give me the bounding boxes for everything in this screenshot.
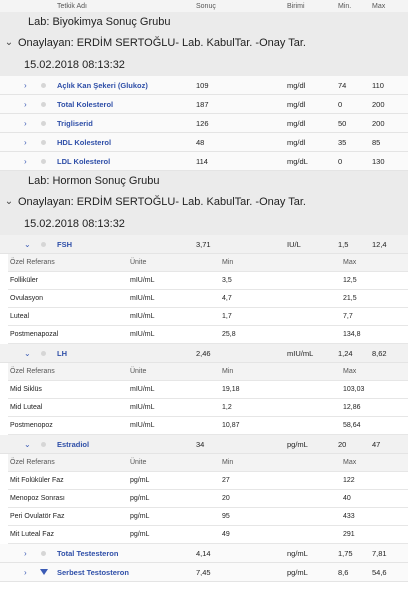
chevron-right-icon[interactable]: › [24, 138, 27, 147]
test-min: 1,24 [338, 349, 353, 358]
ref-phase: Mit Luteal Faz [10, 531, 54, 538]
ref-unit: pg/mL [130, 513, 150, 520]
test-result: 34 [196, 440, 205, 449]
test-name[interactable]: Estradiol [57, 440, 90, 449]
status-dot-icon [41, 83, 46, 88]
ref-max: 58,64 [343, 422, 361, 429]
table-row[interactable] [0, 435, 408, 454]
header-test: Tetkik Adı [57, 2, 87, 10]
ref-header: Ünite [130, 459, 147, 466]
test-name[interactable]: FSH [57, 240, 72, 249]
chevron-down-icon[interactable]: ⌄ [24, 440, 31, 449]
status-dot-icon [41, 242, 46, 247]
header-unit: Birimi [287, 2, 305, 10]
ref-min: 1,2 [222, 404, 232, 411]
ref-row [8, 290, 408, 308]
ref-max: 12,5 [343, 277, 357, 284]
ref-max: 122 [343, 477, 355, 484]
test-max: 12,4 [372, 240, 387, 249]
ref-header: Özel Referans [10, 459, 55, 466]
ref-max: 12,86 [343, 404, 361, 411]
test-name[interactable]: Trigliserid [57, 119, 93, 128]
ref-header: Özel Referans [10, 368, 55, 375]
ref-phase: Mid Siklüs [10, 386, 42, 393]
status-dot-icon [41, 442, 46, 447]
ref-unit: mIU/mL [130, 422, 155, 429]
group-lab-title: Lab: Biyokimya Sonuç Grubu [28, 16, 171, 28]
test-result: 48 [196, 138, 205, 147]
table-row[interactable] [0, 76, 408, 95]
ref-unit: pg/mL [130, 531, 150, 538]
special-reference-table [0, 363, 408, 435]
ref-min: 19,18 [222, 386, 240, 393]
ref-header: Min [222, 368, 234, 375]
ref-header: Min [222, 459, 234, 466]
ref-unit: mIU/mL [130, 386, 155, 393]
chevron-down-icon[interactable]: ⌄ [4, 37, 14, 48]
ref-max: 134,8 [343, 331, 361, 338]
ref-phase: Mit Folüküler Faz [10, 477, 64, 484]
ref-row [8, 508, 408, 526]
chevron-down-icon[interactable]: ⌄ [24, 349, 31, 358]
test-unit: mg/dl [287, 81, 306, 90]
ref-max: 433 [343, 513, 355, 520]
test-name[interactable]: Açlık Kan Şekeri (Glukoz) [57, 81, 148, 90]
ref-header: Max [343, 259, 357, 266]
test-unit: mIU/mL [287, 349, 314, 358]
special-reference-table [0, 454, 408, 544]
ref-row [8, 526, 408, 544]
ref-min: 27 [222, 477, 230, 484]
chevron-right-icon[interactable]: › [24, 157, 27, 166]
ref-max: 40 [343, 495, 351, 502]
ref-row [8, 472, 408, 490]
test-name[interactable]: Serbest Testosteron [57, 568, 129, 577]
ref-header-row [8, 363, 408, 381]
test-unit: mg/dl [287, 138, 306, 147]
status-dot-icon [41, 551, 46, 556]
test-min: 0 [338, 157, 343, 166]
chevron-down-icon[interactable]: ⌄ [24, 240, 31, 249]
ref-header: Max [343, 459, 357, 466]
test-name[interactable]: Total Kolesterol [57, 100, 114, 109]
ref-max: 7,7 [343, 313, 353, 320]
ref-header: Ünite [130, 259, 147, 266]
ref-min: 20 [222, 495, 230, 502]
test-max: 130 [372, 157, 385, 166]
test-min: 1,75 [338, 549, 353, 558]
test-result: 187 [196, 100, 209, 109]
group-date: 15.02.2018 08:13:32 [24, 59, 125, 71]
hormone-test-list [0, 235, 408, 582]
status-dot-icon [41, 102, 46, 107]
biochem-test-list [0, 76, 408, 171]
ref-row [8, 417, 408, 435]
status-dot-icon [41, 351, 46, 356]
test-name[interactable]: HDL Kolesterol [57, 138, 112, 147]
ref-min: 1,7 [222, 313, 232, 320]
test-unit: mg/dL [287, 157, 308, 166]
ref-phase: Peri Ovulatör Faz [10, 513, 65, 520]
ref-phase: Luteal [10, 313, 30, 320]
test-max: 47 [372, 440, 381, 449]
table-row[interactable] [0, 133, 408, 152]
ref-row [8, 490, 408, 508]
test-result: 126 [196, 119, 209, 128]
group-biochemistry[interactable] [0, 12, 408, 76]
ref-unit: mIU/mL [130, 277, 155, 284]
ref-min: 3,5 [222, 277, 232, 284]
table-row[interactable] [0, 235, 408, 254]
status-dot-icon [41, 159, 46, 164]
group-approver: Onaylayan: ERDİM SERTOĞLU- Lab. KabulTar. -Onay Tar. [18, 37, 306, 49]
ref-unit: mIU/mL [130, 313, 155, 320]
test-unit: mg/dl [287, 100, 306, 109]
ref-unit: mIU/mL [130, 404, 155, 411]
test-min: 8,6 [338, 568, 349, 577]
chevron-down-icon[interactable]: ⌄ [4, 196, 14, 207]
status-dot-icon [41, 121, 46, 126]
header-min: Min. [338, 2, 352, 10]
ref-phase: Ovulasyon [10, 295, 44, 302]
table-row[interactable] [0, 152, 408, 171]
ref-min: 49 [222, 531, 230, 538]
test-min: 0 [338, 100, 343, 109]
ref-phase: Folliküler [10, 277, 39, 284]
ref-header: Ünite [130, 368, 147, 375]
test-max: 85 [372, 138, 381, 147]
ref-header-row [8, 254, 408, 272]
test-unit: mg/dl [287, 119, 306, 128]
ref-row [8, 399, 408, 417]
chevron-right-icon[interactable]: › [24, 568, 27, 577]
table-row[interactable] [0, 95, 408, 114]
triangle-down-icon [40, 569, 48, 575]
test-result: 4,14 [196, 549, 211, 558]
test-min: 20 [338, 440, 347, 449]
ref-phase: Postmenopoz [10, 422, 53, 429]
test-result: 109 [196, 81, 209, 90]
ref-header-row [8, 454, 408, 472]
ref-min: 25,8 [222, 331, 236, 338]
chevron-right-icon[interactable]: › [24, 549, 27, 558]
ref-row [8, 308, 408, 326]
table-row[interactable] [0, 114, 408, 133]
test-max: 200 [372, 100, 385, 109]
ref-min: 95 [222, 513, 230, 520]
ref-phase: Mid Luteal [10, 404, 43, 411]
group-date: 15.02.2018 08:13:32 [24, 218, 125, 230]
test-max: 200 [372, 119, 385, 128]
chevron-right-icon[interactable]: › [24, 81, 27, 90]
ref-row [8, 326, 408, 344]
ref-row [8, 381, 408, 399]
test-min: 74 [338, 81, 347, 90]
group-hormone[interactable] [0, 171, 408, 235]
test-max: 110 [372, 81, 384, 90]
ref-header: Max [343, 368, 357, 375]
table-row[interactable] [0, 563, 408, 582]
ref-max: 21,5 [343, 295, 357, 302]
ref-min: 10,87 [222, 422, 240, 429]
ref-min: 4,7 [222, 295, 232, 302]
group-lab-title: Lab: Hormon Sonuç Grubu [28, 175, 160, 187]
column-header [0, 0, 408, 12]
test-min: 50 [338, 119, 347, 128]
test-max: 7,81 [372, 549, 387, 558]
header-max: Max [372, 2, 386, 10]
test-result: 3,71 [196, 240, 211, 249]
table-row[interactable] [0, 544, 408, 563]
test-max: 54,6 [372, 568, 387, 577]
ref-unit: pg/mL [130, 477, 150, 484]
ref-max: 103,03 [343, 386, 365, 393]
group-approver: Onaylayan: ERDİM SERTOĞLU- Lab. KabulTar. -Onay Tar. [18, 196, 306, 208]
test-name[interactable]: LH [57, 349, 67, 358]
test-result: 2,46 [196, 349, 211, 358]
ref-header: Min [222, 259, 234, 266]
header-result: Sonuç [196, 2, 216, 10]
test-unit: pg/mL [287, 440, 308, 449]
table-row[interactable] [0, 344, 408, 363]
test-unit: pg/mL [287, 568, 308, 577]
ref-header: Özel Referans [10, 259, 55, 266]
test-unit: ng/mL [287, 549, 308, 558]
ref-phase: Postmenapozal [10, 331, 59, 338]
test-min: 35 [338, 138, 347, 147]
test-name[interactable]: Total Testesteron [57, 549, 119, 558]
ref-phase: Menopoz Sonrası [10, 495, 65, 502]
test-max: 8,62 [372, 349, 387, 358]
ref-row [8, 272, 408, 290]
special-reference-table [0, 254, 408, 344]
test-name[interactable]: LDL Kolesterol [57, 157, 111, 166]
ref-unit: pg/mL [130, 495, 150, 502]
test-result: 114 [196, 157, 208, 166]
chevron-right-icon[interactable]: › [24, 119, 27, 128]
test-result: 7,45 [196, 568, 211, 577]
status-dot-icon [41, 140, 46, 145]
ref-unit: mIU/mL [130, 295, 155, 302]
ref-max: 291 [343, 531, 355, 538]
test-min: 1,5 [338, 240, 349, 249]
chevron-right-icon[interactable]: › [24, 100, 27, 109]
ref-unit: mIU/mL [130, 331, 155, 338]
test-unit: IU/L [287, 240, 301, 249]
